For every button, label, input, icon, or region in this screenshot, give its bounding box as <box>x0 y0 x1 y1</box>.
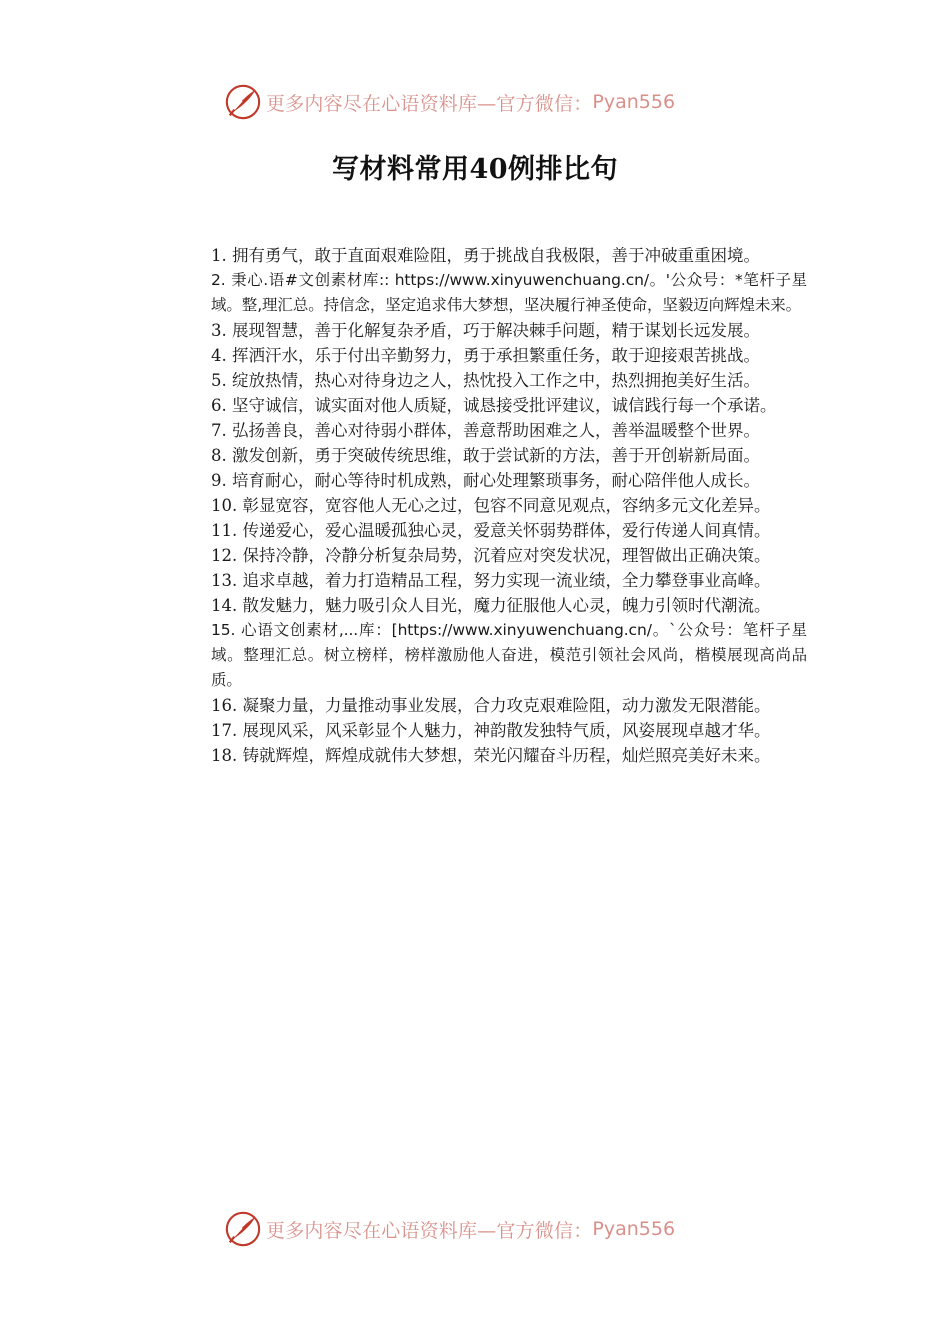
list-item: 11. 传递爱心，爱心温暖孤独心灵，爱意关怀弱势群体，爱行传递人间真情。 <box>211 521 771 540</box>
list-item: 2. 秉心.语#文创素材库:: https://www.xinyuwenchuang.cn/。'公众号：*笔杆子星域。整,理汇总。持信念，坚定追求伟大梦想，坚决履行神圣使命，坚毅迈向辉煌未来。 <box>211 271 807 314</box>
list-item: 12. 保持冷静，冷静分析复杂局势，沉着应对突发状况，理智做出正确决策。 <box>211 546 771 565</box>
list-item: 9. 培育耐心，耐心等待时机成熟，耐心处理繁琐事务，耐心陪伴他人成长。 <box>211 471 760 490</box>
list-item: 7. 弘扬善良，善心对待弱小群体，善意帮助困难之人，善举温暖整个世界。 <box>211 421 760 440</box>
banner-wechat-id: Pyan556 <box>592 91 676 113</box>
page-title: 写材料常用40例排比句 <box>331 154 619 185</box>
list-item: 4. 挥洒汗水，乐于付出辛勤努力，勇于承担繁重任务，敢于迎接艰苦挑战。 <box>211 346 760 365</box>
list-item: 14. 散发魅力，魅力吸引众人目光，魔力征服他人心灵，魄力引领时代潮流。 <box>211 596 771 615</box>
list-item: 8. 激发创新，勇于突破传统思维，敢于尝试新的方法，善于开创崭新局面。 <box>211 446 760 465</box>
quill-logo-icon <box>224 83 262 121</box>
list-item: 15. 心语文创素材,...库：[https://www.xinyuwenchuang.cn/。`公众号：笔杆子星域。整理汇总。树立榜样，榜样激励他人奋进，模范引领社会风尚，楷模展现高尚品质。 <box>211 621 807 689</box>
footer-banner <box>224 1207 726 1251</box>
banner-text: 更多内容尽在心语资料库—官方微信： <box>266 1219 593 1242</box>
list-item: 13. 追求卓越，着力打造精品工程，努力实现一流业绩，全力攀登事业高峰。 <box>211 571 771 590</box>
banner-wechat-id: Pyan556 <box>592 1218 676 1240</box>
list-item: 17. 展现风采，风采彰显个人魅力，神韵散发独特气质，风姿展现卓越才华。 <box>211 721 771 740</box>
list-item: 18. 铸就辉煌，辉煌成就伟大梦想，荣光闪耀奋斗历程，灿烂照亮美好未来。 <box>211 746 771 765</box>
sentence-list <box>211 243 807 768</box>
list-item: 6. 坚守诚信，诚实面对他人质疑，诚恳接受批评建议，诚信践行每一个承诺。 <box>211 396 777 415</box>
quill-logo-icon <box>224 1210 262 1248</box>
header-banner <box>224 80 726 124</box>
list-item: 16. 凝聚力量，力量推动事业发展，合力攻克艰难险阻，动力激发无限潜能。 <box>211 696 771 715</box>
banner-text: 更多内容尽在心语资料库—官方微信： <box>266 92 593 115</box>
list-item: 3. 展现智慧，善于化解复杂矛盾，巧于解决棘手问题，精于谋划长远发展。 <box>211 321 760 340</box>
list-item: 5. 绽放热情，热心对待身边之人，热忱投入工作之中，热烈拥抱美好生活。 <box>211 371 760 390</box>
list-item: 1. 拥有勇气，敢于直面艰难险阻，勇于挑战自我极限，善于冲破重重困境。 <box>211 246 760 265</box>
list-item: 10. 彰显宽容，宽容他人无心之过，包容不同意见观点，容纳多元文化差异。 <box>211 496 771 515</box>
